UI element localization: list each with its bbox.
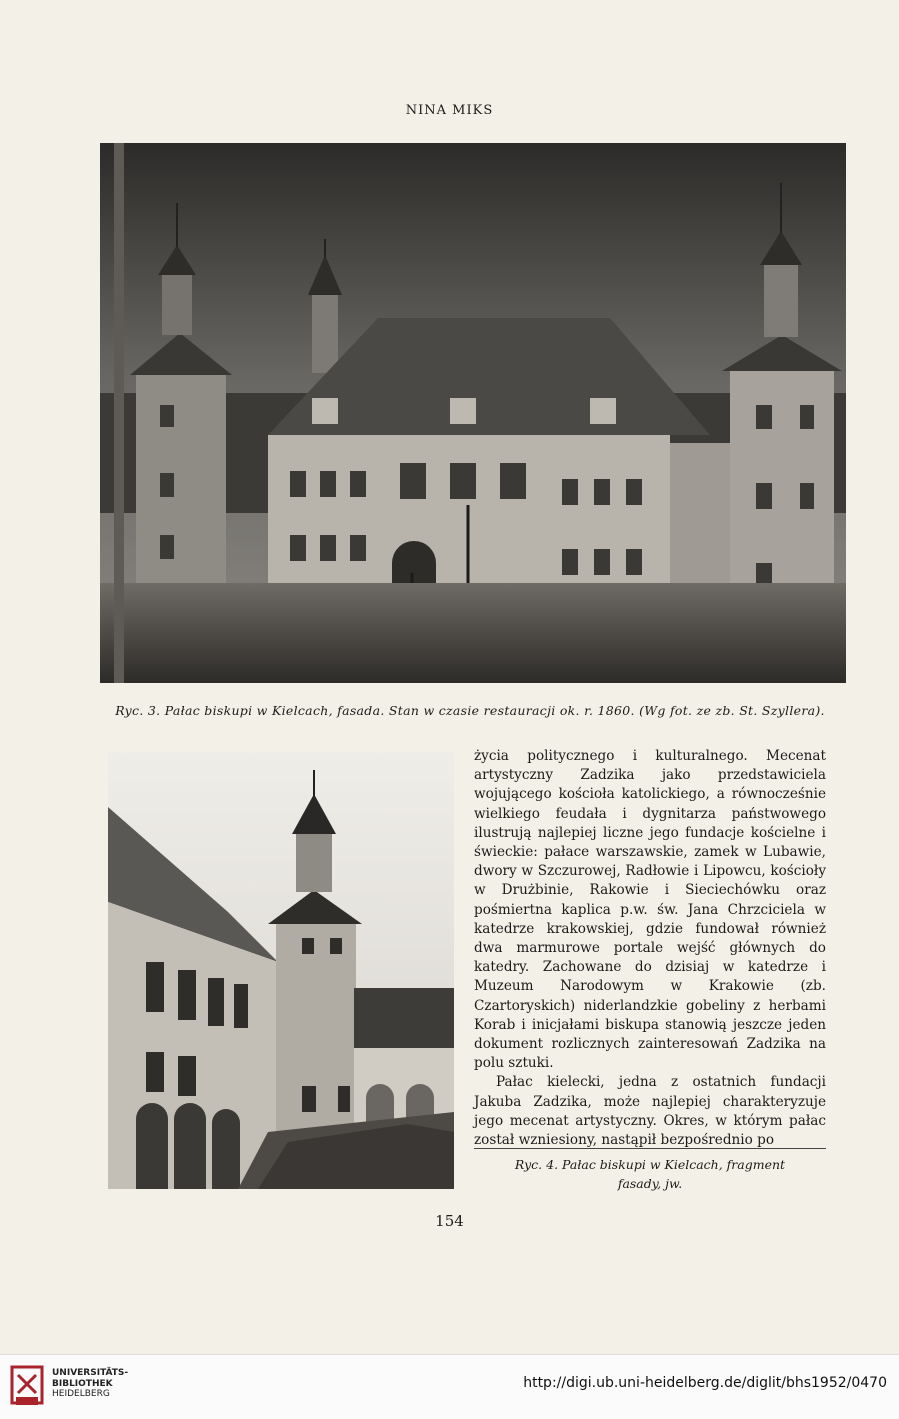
paragraph-2: Pałac kielecki, jedna z ostatnich fundacji Jakuba Zadzika, może najlepiej charakteryzuje jego mecenat artystyczny. Okres, w którym pałac został wzniesiony, nastąpił bezpośrednio po <box>474 1074 826 1149</box>
university-library-logo-icon <box>10 1363 46 1409</box>
permalink-url[interactable]: http://digi.ub.uni-heidelberg.de/diglit/bhs1952/0470 <box>523 1375 887 1391</box>
caption-divider <box>474 1148 826 1149</box>
paragraph-1: życia politycznego i kulturalnego. Mecenat artystyczny Zadzika jako przedstawiciela wojującego kościoła katolickiego, a równocześnie wielkiego feudała i dygnitarza państwowego ilustrują najlepiej liczne jego fundacje kościelne i świeckie: pałace warszawskie, zamek w Lubawie, dwory w Szczurowej, Radłowie i Lipowcu, kościoły w Drużbinie, Rakowie i Sieciechówku oraz pośmiertna kaplica p.w. św. Jana Chrzciciela w katedrze krakowskiej, gdzie fundował również dwa marmurowe portale wejść głównych do katedry. Zachowane do dzisiaj w katedrze i Muzeum Narodowym w Krakowie (zb. Czartoryskich) niderlandzkie gobeliny z herbami Korab i inicjałami biskupa stanowią jeszcze jeden dokument rozlicznych zainteresowań Zadzika na polu sztuki. <box>474 748 826 1072</box>
library-name-line-1: UNIVERSITÄTS- <box>52 1368 129 1378</box>
library-name-line-2: BIBLIOTHEK <box>52 1378 113 1389</box>
figure-1-caption: Ryc. 3. Pałac biskupi w Kielcach, fasada. Stan w czasie restauracji ok. r. 1860. (Wg fot. ze zb. St. Szyllera). <box>115 703 825 718</box>
viewer-footer <box>0 1354 899 1419</box>
body-text <box>474 747 826 1150</box>
figure-1-photo <box>100 143 846 683</box>
figure-2-photo <box>108 752 454 1189</box>
page-number: 154 <box>435 1212 464 1230</box>
figure-2-caption <box>474 1155 826 1193</box>
figure-2-caption-line-1: Ryc. 4. Pałac biskupi w Kielcach, fragment <box>514 1157 786 1172</box>
running-header: NINA MIKS <box>405 103 494 118</box>
figure-2-caption-line-2: fasady, jw. <box>617 1176 683 1191</box>
library-name <box>52 1368 128 1400</box>
library-name-line-3: HEIDELBERG <box>52 1389 110 1399</box>
